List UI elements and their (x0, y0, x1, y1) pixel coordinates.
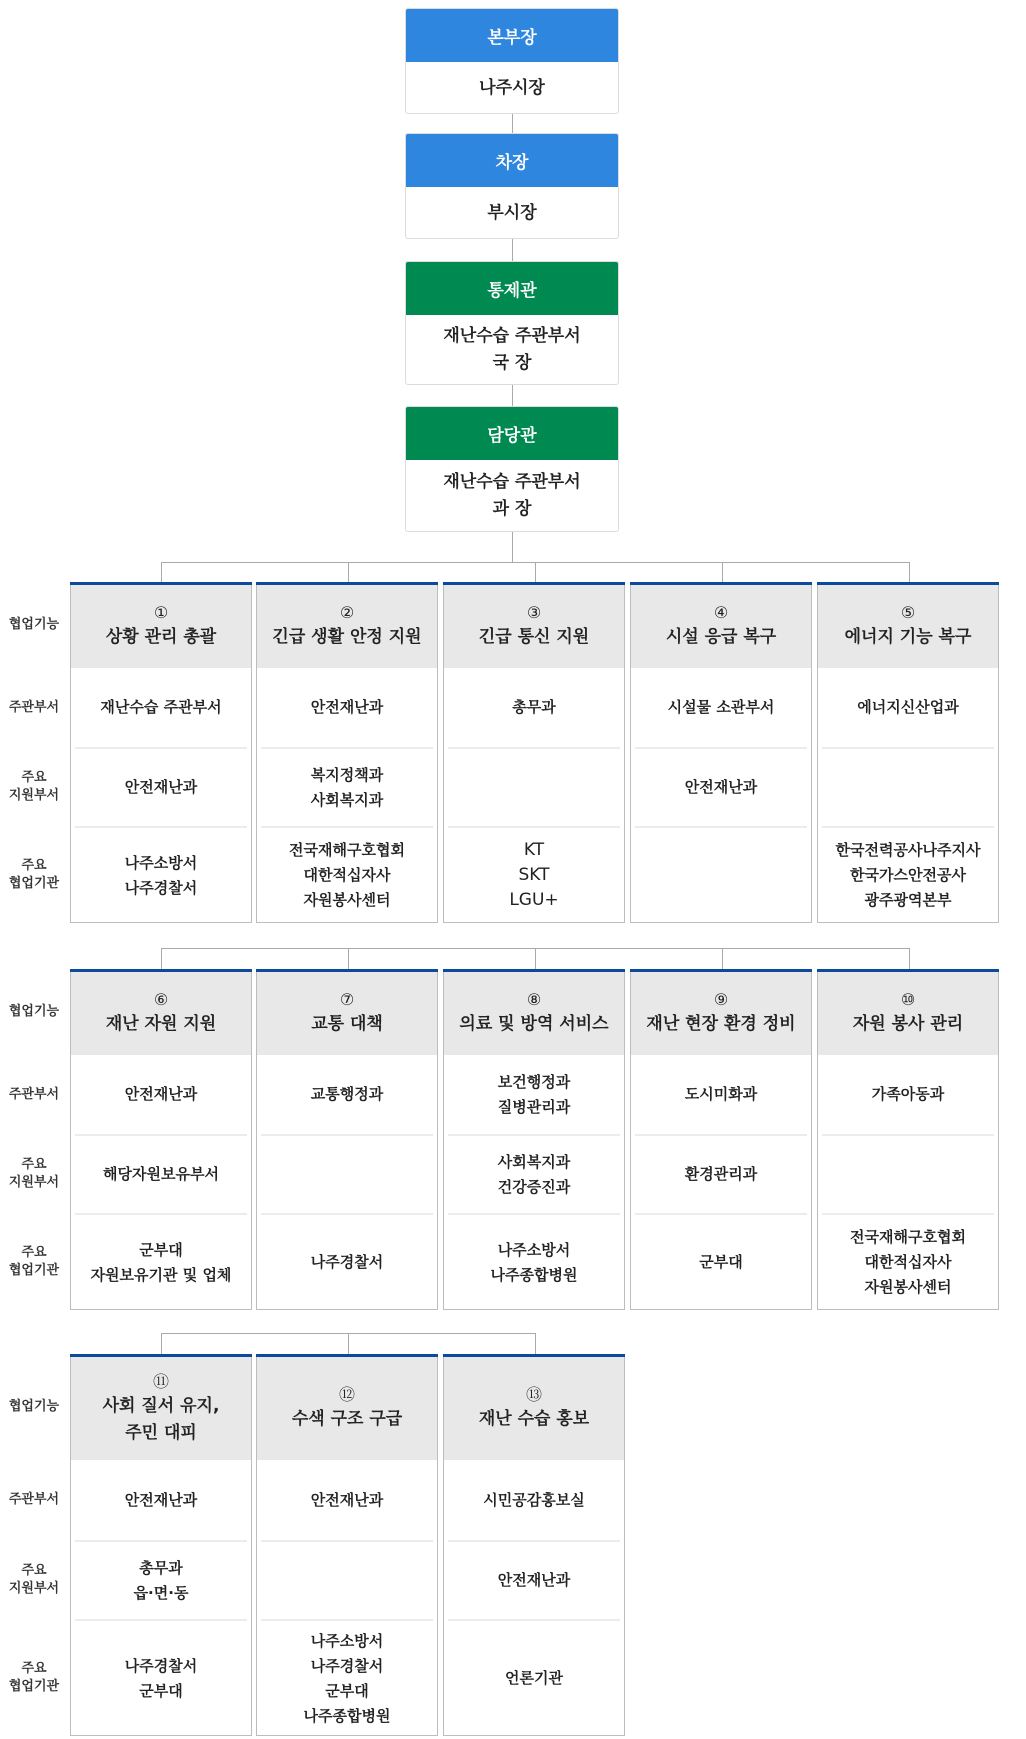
cell-text: 나주종합병원 (303, 1706, 391, 1725)
cell-text: 나주경찰서 (124, 878, 198, 897)
function-number: ⑫ (338, 1385, 355, 1404)
function-column (443, 582, 625, 923)
cell-text: 안전재난과 (310, 1490, 384, 1509)
chain-box-3 (405, 261, 619, 385)
lead-dept-cell (448, 1055, 620, 1134)
cell-text: 에너지신산업과 (857, 698, 959, 716)
function-column (256, 969, 438, 1310)
chain-box-2 (405, 133, 619, 239)
connector-line (535, 1333, 536, 1354)
cell-text: 군부대 (139, 1240, 183, 1259)
cell-text: 나주소방서 (124, 853, 198, 872)
cell-text: 해당자원보유부서 (103, 1165, 219, 1183)
connector-line (161, 948, 162, 969)
connector-line (348, 562, 349, 582)
cell-text: 안전재난과 (124, 1490, 198, 1509)
function-number: ⑧ (526, 990, 542, 1009)
cell-text: 나주종합병원 (490, 1265, 578, 1284)
cell-text: 한국가스안전공사 (850, 866, 966, 884)
lead-dept-cell (261, 1055, 433, 1134)
function-header (257, 972, 437, 1055)
cell-text: KT (523, 840, 545, 860)
function-column (443, 1354, 625, 1736)
support-dept-cell (261, 1134, 433, 1213)
chain-header: 차장 (406, 134, 618, 187)
function-title: 긴급 생활 안정 지원 (272, 627, 422, 647)
lead-dept-cell (635, 668, 807, 747)
function-column (443, 969, 625, 1310)
function-header (818, 972, 998, 1055)
chain-header: 본부장 (406, 9, 618, 62)
function-title: 교통 대책 (311, 1014, 383, 1034)
cell-text: 전국재해구호협회 (850, 1228, 966, 1246)
connector-line (161, 1333, 162, 1354)
lead-dept-cell (635, 1055, 807, 1134)
cell-text: 나주소방서 (310, 1631, 384, 1650)
cell-text: 안전재난과 (310, 698, 384, 716)
row-label-text: 협업기관 (8, 1678, 60, 1694)
connector-line (722, 562, 723, 582)
cell-text: 시민공감홍보실 (483, 1490, 585, 1509)
function-title: 에너지 기능 복구 (844, 627, 972, 647)
partner-org-cell (822, 826, 994, 923)
function-number: ⑦ (339, 990, 355, 1009)
chain-body (406, 187, 618, 239)
function-title: 자원 봉사 관리 (852, 1014, 964, 1034)
row-label-text: 주요 (21, 857, 47, 873)
row-label-function (0, 582, 68, 668)
function-number: ⑪ (152, 1371, 169, 1391)
cell-text: 군부대 (699, 1253, 743, 1271)
partner-org-cell (261, 1619, 433, 1736)
function-title: 재난 현장 환경 정비 (646, 1014, 796, 1034)
chain-box-1 (405, 8, 619, 114)
function-header (257, 585, 437, 668)
partner-org-cell (261, 826, 433, 923)
partner-org-cell (261, 1213, 433, 1310)
chain-role-text: 재난수습 주관부서 (443, 326, 581, 346)
support-dept-cell (635, 1134, 807, 1213)
row-label-partner (0, 1619, 68, 1736)
chain-header: 담당관 (406, 407, 618, 460)
cell-text: 한국전력공사나주지사 (835, 841, 981, 859)
chain-role-text: 나주시장 (479, 77, 545, 98)
function-number: ⑬ (525, 1385, 542, 1404)
row-label-support (0, 1540, 68, 1619)
function-title: 긴급 통신 지원 (478, 627, 590, 647)
row-label-text: 협업기관 (8, 875, 60, 891)
support-dept-cell (448, 1134, 620, 1213)
row-label-text: 주요 (21, 1660, 47, 1676)
cell-text: 자원봉사센터 (864, 1278, 952, 1296)
connector-line (909, 562, 910, 582)
partner-org-cell (822, 1213, 994, 1310)
support-dept-cell (822, 747, 994, 826)
row-label-text: 협업기능 (8, 1004, 60, 1019)
cell-text: 자원보유기관 및 업체 (90, 1265, 232, 1284)
cell-text: 언론기관 (505, 1669, 563, 1687)
row-label-text: 주요 (21, 1156, 47, 1172)
row-label-text: 주관부서 (8, 1492, 60, 1507)
cell-text: 대한적십자사 (864, 1253, 952, 1271)
cell-text: 복지정책과 (310, 765, 384, 784)
row-label-text: 주요 (21, 769, 47, 785)
function-header (444, 972, 624, 1055)
chain-body (406, 315, 618, 385)
lead-dept-cell (261, 1460, 433, 1540)
cell-text: 안전재난과 (497, 1571, 571, 1589)
cell-text: 나주경찰서 (124, 1656, 198, 1675)
function-header (71, 585, 251, 668)
chain-body (406, 460, 618, 532)
function-column (70, 969, 252, 1310)
connector-line (512, 532, 513, 562)
support-dept-cell (261, 747, 433, 826)
support-dept-cell (448, 1540, 620, 1619)
connector-line (512, 114, 513, 133)
cell-text: 건강증진과 (497, 1177, 571, 1196)
row-label-text: 협업기관 (8, 1262, 60, 1278)
partner-org-cell (448, 826, 620, 923)
function-title: 사회 질서 유지, (102, 1395, 220, 1416)
partner-org-cell (448, 1213, 620, 1310)
function-column (256, 1354, 438, 1736)
function-column (817, 582, 999, 923)
function-number: ③ (526, 603, 542, 622)
support-dept-cell (75, 1540, 247, 1619)
function-column (630, 969, 812, 1310)
row-label-function (0, 969, 68, 1055)
function-number: ⑥ (153, 990, 169, 1009)
function-title: 의료 및 방역 서비스 (459, 1014, 609, 1034)
function-number: ② (339, 603, 355, 622)
function-header (444, 1357, 624, 1460)
function-number: ⑨ (713, 990, 729, 1009)
chain-role-text: 부시장 (487, 202, 537, 223)
partner-org-cell (75, 1619, 247, 1736)
row-label-text: 협업기능 (8, 1399, 60, 1414)
cell-text: 전국재해구호협회 (289, 841, 405, 859)
partner-org-cell (635, 1213, 807, 1310)
function-title: 주민 대피 (125, 1422, 197, 1443)
row-label-text: 지원부서 (8, 787, 60, 803)
row-label-lead (0, 1055, 68, 1134)
function-number: ④ (713, 603, 729, 622)
cell-text: 군부대 (139, 1681, 183, 1700)
function-number: ① (153, 603, 169, 622)
lead-dept-cell (448, 1460, 620, 1540)
function-header (444, 585, 624, 668)
cell-text: 사회복지과 (497, 1152, 571, 1171)
connector-line (535, 948, 536, 969)
chain-header: 통제관 (406, 262, 618, 315)
function-header (257, 1357, 437, 1460)
partner-org-cell (448, 1619, 620, 1736)
chain-role-text: 국 장 (492, 353, 532, 373)
function-column (256, 582, 438, 923)
cell-text: 대한적십자사 (303, 866, 391, 884)
chain-body (406, 62, 618, 114)
support-dept-cell (261, 1540, 433, 1619)
function-title: 상황 관리 총괄 (105, 627, 217, 647)
cell-text: 안전재난과 (124, 1085, 198, 1103)
connector-line (909, 948, 910, 969)
lead-dept-cell (448, 668, 620, 747)
cell-text: 나주경찰서 (310, 1656, 384, 1675)
row-label-text: 주관부서 (8, 699, 60, 715)
connector-line (512, 385, 513, 406)
cell-text: 총무과 (512, 698, 556, 716)
cell-text: SKT (518, 865, 550, 885)
support-dept-cell (822, 1134, 994, 1213)
connector-line (161, 562, 162, 582)
row-label-support (0, 747, 68, 826)
row-label-text: 주요 (21, 1562, 47, 1578)
function-column (70, 582, 252, 923)
cell-text: 가족아동과 (871, 1085, 945, 1103)
support-dept-cell (635, 747, 807, 826)
function-title: 재난 수습 홍보 (478, 1409, 590, 1429)
connector-line (535, 562, 536, 582)
cell-text: 안전재난과 (124, 778, 198, 796)
cell-text: 나주소방서 (497, 1240, 571, 1259)
function-header (631, 585, 811, 668)
lead-dept-cell (261, 668, 433, 747)
row-label-text: 주관부서 (8, 1086, 60, 1102)
row-label-text: 협업기능 (8, 617, 60, 632)
cell-text: 질병관리과 (497, 1097, 571, 1116)
row-label-text: 지원부서 (8, 1580, 60, 1596)
support-dept-cell (75, 747, 247, 826)
function-header (818, 585, 998, 668)
cell-text: 안전재난과 (684, 778, 758, 796)
cell-text: 교통행정과 (310, 1085, 384, 1103)
cell-text: 군부대 (325, 1681, 369, 1700)
cell-text: 도시미화과 (684, 1085, 758, 1103)
cell-text: 나주경찰서 (310, 1253, 384, 1271)
connector-line (722, 948, 723, 969)
row-label-lead (0, 1460, 68, 1540)
function-column (817, 969, 999, 1310)
function-header (631, 972, 811, 1055)
connector-line (348, 1333, 349, 1354)
row-label-support (0, 1134, 68, 1213)
support-dept-cell (448, 747, 620, 826)
cell-text: 읍·면·동 (133, 1583, 189, 1602)
partner-org-cell (75, 826, 247, 923)
row-label-text: 지원부서 (8, 1174, 60, 1190)
function-title: 시설 응급 복구 (665, 627, 777, 647)
cell-text: 보건행정과 (497, 1072, 571, 1091)
row-label-partner (0, 826, 68, 923)
function-column (70, 1354, 252, 1736)
lead-dept-cell (75, 1460, 247, 1540)
partner-org-cell (635, 826, 807, 923)
function-header (71, 1357, 251, 1460)
partner-org-cell (75, 1213, 247, 1310)
function-header (71, 972, 251, 1055)
lead-dept-cell (75, 668, 247, 747)
cell-text: 사회복지과 (310, 790, 384, 809)
cell-text: 총무과 (139, 1558, 183, 1577)
row-label-partner (0, 1213, 68, 1310)
function-title: 수색 구조 구급 (291, 1409, 403, 1429)
connector-line (348, 948, 349, 969)
function-number: ⑩ (900, 990, 916, 1009)
cell-text: 재난수습 주관부서 (100, 698, 222, 716)
function-title: 재난 자원 지원 (105, 1014, 217, 1034)
cell-text: 광주광역본부 (864, 891, 952, 909)
row-label-lead (0, 668, 68, 747)
cell-text: 시설물 소관부서 (667, 698, 775, 716)
chain-role-text: 재난수습 주관부서 (443, 472, 581, 492)
cell-text: 자원봉사센터 (303, 891, 391, 909)
support-dept-cell (75, 1134, 247, 1213)
connector-line (512, 239, 513, 261)
chain-box-4 (405, 406, 619, 532)
lead-dept-cell (75, 1055, 247, 1134)
cell-text: LGU+ (509, 890, 559, 910)
lead-dept-cell (822, 668, 994, 747)
lead-dept-cell (822, 1055, 994, 1134)
row-label-text: 주요 (21, 1244, 47, 1260)
row-label-function (0, 1354, 68, 1460)
function-column (630, 582, 812, 923)
function-number: ⑤ (900, 603, 916, 622)
cell-text: 환경관리과 (684, 1165, 758, 1183)
chain-role-text: 과 장 (492, 499, 532, 519)
